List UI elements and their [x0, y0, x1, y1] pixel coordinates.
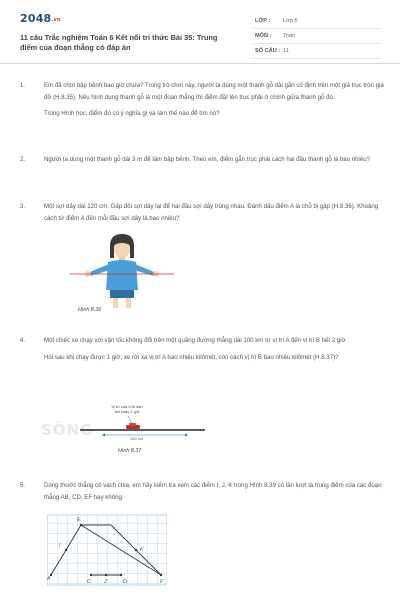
distance-label: 100 km — [130, 436, 144, 441]
question-number: 5. — [20, 482, 26, 489]
document-title: 11 câu Trắc nghiệm Toán 6 Kết nối tri thức Bài 35: Trung điểm của đoạn thẳng có đáp án — [20, 33, 218, 52]
question-text: Dùng thước thẳng có vạch chia, em hãy kiểm tra xem các điểm I, J, K trong Hình 8.39 có lần lượt là trung điểm của các đoạn thẳng AB, CD, EF hay không. — [44, 482, 382, 501]
logo-main-text: 2048 — [20, 12, 52, 25]
question-3 — [20, 201, 385, 229]
question-1 — [20, 80, 385, 125]
question-5 — [20, 480, 385, 508]
meta-label: SỐ CÂU : — [255, 48, 281, 54]
note-line: Vị trí của ô tô sau — [111, 404, 143, 409]
meta-value: Lớp 6 — [283, 18, 298, 24]
point-label-f: F — [160, 579, 164, 585]
figure-caption: Hình 8.37 — [118, 448, 142, 454]
header-divider — [0, 63, 400, 64]
question-text: Một sợi dây dài 120 cm. Gấp đôi sợi dây lại để hai đầu sợi dây trùng nhau. Đánh dấu điểm A là chỗ bị gập (H.8.36). Khoảng cách từ điểm A đến mỗi đầu sợi dây là bao nhiêu? — [44, 203, 379, 222]
point-label-a: A — [47, 576, 51, 582]
point-label-e: E — [77, 517, 81, 523]
point-label-d: D — [123, 579, 127, 585]
watermark: SÔNG — [41, 421, 94, 439]
figure-8-37 — [60, 398, 210, 458]
meta-row-count — [253, 44, 381, 59]
point-label-k: K — [140, 547, 144, 553]
question-text: Một chiếc xe chạy với vận tốc không đổi trên một quãng đường thẳng dài 100 km từ vị trí A đến vị trí B hết 2 giờ. — [44, 337, 348, 344]
point-label-j: J — [104, 579, 107, 585]
question-text: Em đã chơi bập bênh bao giờ chưa? Trong trò chơi này, người ta dùng một thanh gỗ dài gắn cố định trên một giá trục tròn giá đỡ (H.8.35). Nếu hình dung thanh gỗ là một đoạn thẳng thì điểm đặt lên trục phải ở chính giữa thanh gỗ đó. — [44, 82, 384, 101]
question-text: Trong Hình học, điểm đó có ý nghĩa gì và làm thế nào để tìm nó? — [44, 110, 220, 117]
figure-8-39 — [47, 513, 167, 593]
site-logo[interactable] — [20, 12, 61, 25]
question-text: Người ta dùng một thanh gỗ dài 3 m để làm bập bênh. Theo em, điểm gắn trục phải cách hai đầu thanh gỗ là bao nhiêu? — [44, 156, 371, 163]
meta-label: LỚP : — [255, 18, 271, 24]
meta-row-grade — [253, 14, 381, 29]
question-4 — [20, 335, 385, 368]
figure-caption: Hình 8.36 — [78, 307, 102, 313]
page-header — [0, 0, 400, 62]
question-number: 3. — [20, 203, 26, 210]
meta-table — [253, 14, 381, 59]
question-2 — [20, 154, 385, 171]
question-number: 4. — [20, 337, 26, 344]
meta-value: 11 — [283, 48, 289, 54]
question-number: 1. — [20, 82, 26, 89]
note-line: khi chạy 1 giờ — [114, 409, 140, 414]
figure-8-36 — [64, 232, 184, 318]
meta-row-subject — [253, 29, 381, 44]
girl-illustration — [64, 232, 184, 310]
question-number: 2. — [20, 156, 26, 163]
grid-diagram — [47, 513, 167, 593]
meta-label: MÔN : — [255, 33, 272, 39]
point-label-c: C — [87, 579, 91, 585]
point-label-i: I — [59, 543, 61, 549]
question-text: Hỏi sau khi chạy được 1 giờ, xe rời xa vị trí A bao nhiêu kilômét, còn cách vị trí B bao nhiêu kilômét (H.8.37)? — [44, 353, 339, 361]
meta-value: Toán — [283, 33, 296, 39]
logo-suffix: .vn — [51, 17, 61, 23]
